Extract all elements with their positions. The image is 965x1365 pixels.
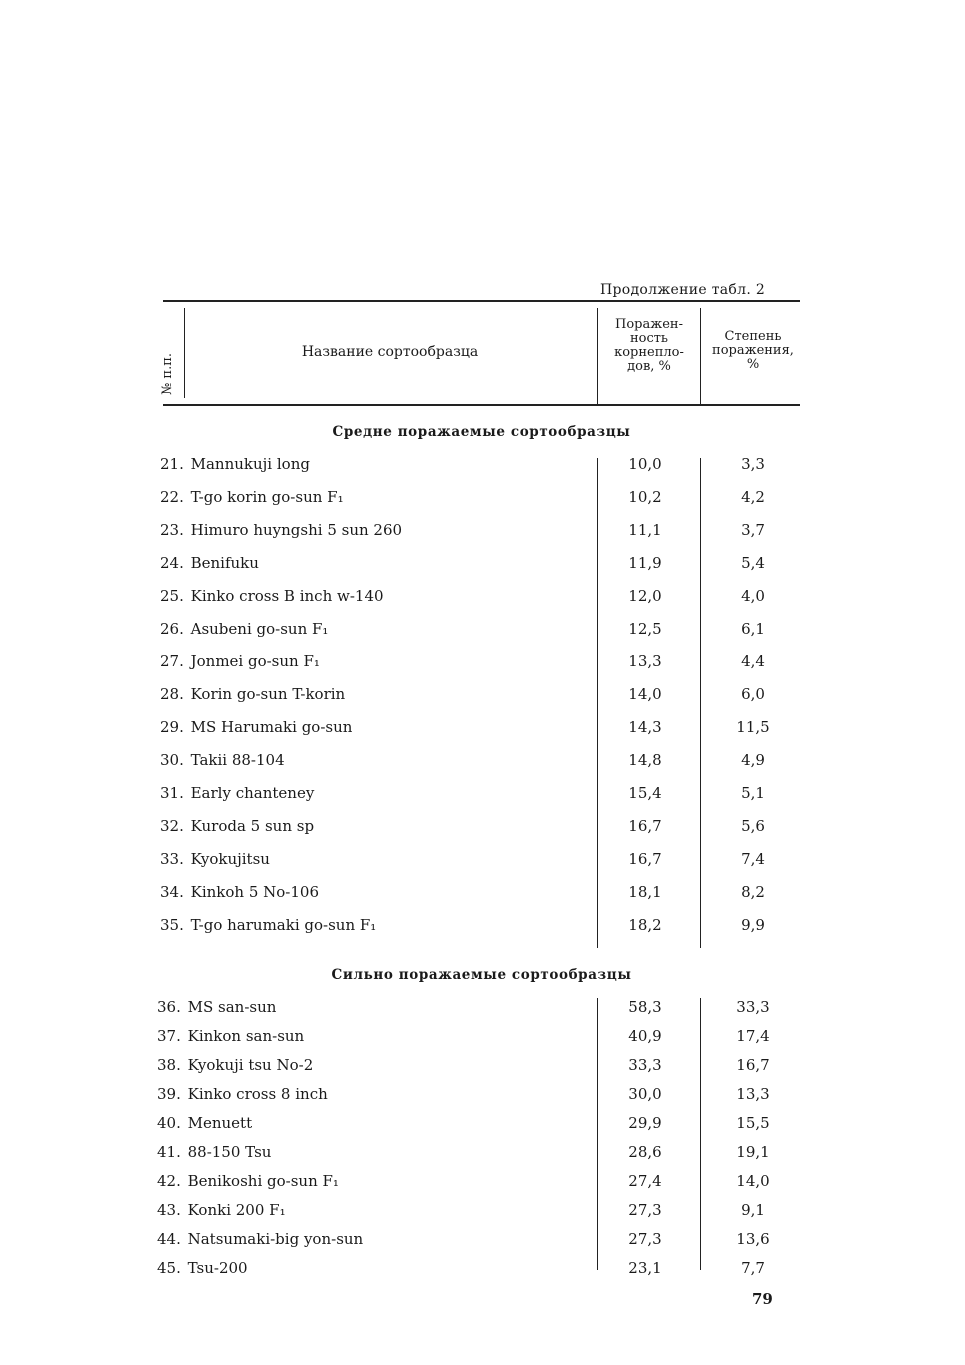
infection-degree-value: 13,6 (736, 1230, 770, 1248)
infection-rate-value: 27,3 (628, 1201, 662, 1219)
variety-name: 24. Benifuku (160, 553, 259, 572)
header-name: Название сортообразца (301, 344, 479, 360)
table-row (0, 883, 965, 905)
row-number: 37. (157, 1027, 181, 1045)
infection-rate-value: 23,1 (628, 1259, 662, 1277)
row-number: 22. (160, 487, 184, 506)
variety-name: 43. Konki 200 F₁ (157, 1201, 286, 1219)
variety-name: 26. Asubeni go-sun F₁ (160, 619, 329, 638)
header-divider-1 (184, 308, 185, 398)
row-number: 25. (160, 586, 184, 605)
infection-degree-value: 33,3 (736, 998, 770, 1016)
row-number: 40. (157, 1114, 181, 1132)
row-number: 29. (160, 718, 184, 737)
infection-degree-value: 4,0 (741, 586, 765, 605)
header-num: № п.п. (160, 352, 175, 395)
infection-rate-value: 29,9 (628, 1114, 662, 1132)
infection-rate-value: 14,8 (628, 751, 662, 770)
variety-name: 28. Korin go-sun T-korin (160, 685, 346, 704)
row-number: 39. (157, 1085, 181, 1103)
infection-rate-value: 15,4 (628, 784, 662, 802)
variety-name: 45. Tsu-200 (157, 1259, 248, 1277)
row-number: 26. (160, 619, 184, 638)
row-number: 42. (157, 1172, 181, 1190)
table-row (0, 1201, 965, 1223)
table-row (0, 784, 965, 806)
variety-name: 35. T-go harumaki go-sun F₁ (160, 915, 377, 934)
variety-name: 30. Takii 88-104 (160, 751, 285, 770)
variety-name: 32. Kuroda 5 sun sp (160, 816, 315, 835)
row-number: 33. (160, 849, 184, 868)
variety-name: 40. Menuett (157, 1114, 253, 1132)
variety-name: 38. Kyokuji tsu No-2 (157, 1056, 314, 1074)
infection-degree-value: 15,5 (736, 1114, 770, 1132)
header-divider-3 (700, 308, 701, 404)
infection-rate-value: 33,3 (628, 1056, 662, 1074)
infection-degree-value: 19,1 (736, 1143, 770, 1161)
section-title: Сильно поражаемые сортообразцы (331, 967, 632, 983)
page-number: 79 (752, 1290, 773, 1308)
infection-degree-value: 4,9 (741, 751, 765, 770)
row-number: 24. (160, 553, 184, 572)
infection-degree-value: 5,4 (741, 553, 765, 572)
infection-degree-value: 7,4 (741, 849, 765, 868)
variety-name: 29. MS Harumaki go-sun (160, 718, 353, 737)
infection-rate-value: 11,9 (628, 553, 662, 572)
table-caption: Продолжение табл. 2 (600, 282, 766, 298)
infection-degree-value: 6,0 (741, 685, 765, 704)
row-number: 38. (157, 1056, 181, 1074)
table-row (0, 685, 965, 707)
table-row (0, 1230, 965, 1252)
table-row (0, 718, 965, 740)
infection-rate-value: 12,0 (628, 586, 662, 605)
variety-name: 42. Benikoshi go-sun F₁ (157, 1172, 339, 1190)
row-number: 45. (157, 1259, 181, 1277)
infection-degree-value: 14,0 (736, 1172, 770, 1190)
infection-rate-value: 27,4 (628, 1172, 662, 1190)
infection-rate-value: 14,0 (628, 685, 662, 704)
infection-degree-value: 3,7 (741, 520, 765, 539)
variety-name: 23. Himuro huyngshi 5 sun 260 (160, 520, 403, 539)
infection-degree-value: 9,9 (741, 915, 765, 934)
variety-name: 33. Kyokujitsu (160, 849, 270, 868)
variety-name: 25. Kinko cross B inch w-140 (160, 586, 384, 605)
infection-degree-value: 4,2 (741, 487, 765, 506)
infection-rate-value: 30,0 (628, 1085, 662, 1103)
table-row (0, 751, 965, 773)
infection-degree-value: 3,3 (741, 455, 765, 473)
infection-rate-value: 12,5 (628, 619, 662, 638)
table-row (0, 1143, 965, 1165)
infection-degree-value: 9,1 (741, 1201, 765, 1219)
table-row (0, 1114, 965, 1136)
table-row (0, 620, 965, 642)
infection-degree-value: 5,6 (741, 816, 765, 835)
infection-degree-value: 4,4 (741, 652, 765, 671)
infection-rate-value: 13,3 (628, 652, 662, 671)
table-row (0, 998, 965, 1020)
infection-rate-value: 11,1 (628, 520, 662, 539)
infection-degree-value: 11,5 (736, 718, 770, 737)
header-infection-degree: Степень поражения, % (712, 329, 794, 372)
infection-rate-value: 10,0 (628, 455, 662, 473)
variety-name: 41. 88-150 Tsu (157, 1143, 272, 1161)
row-number: 27. (160, 652, 184, 671)
table-row (0, 1056, 965, 1078)
row-number: 30. (160, 751, 184, 770)
infection-degree-value: 5,1 (741, 784, 765, 802)
row-number: 44. (157, 1230, 181, 1248)
row-number: 36. (157, 998, 181, 1016)
infection-degree-value: 7,7 (741, 1259, 765, 1277)
header-bottom-rule (163, 404, 800, 406)
infection-degree-value: 13,3 (736, 1085, 770, 1103)
infection-degree-value: 17,4 (736, 1027, 770, 1045)
variety-name: 37. Kinkon san-sun (157, 1027, 305, 1045)
header-infection-rate: Поражен- ность корнепло- дов, % (614, 317, 684, 374)
variety-name: 27. Jonmei go-sun F₁ (160, 652, 320, 671)
infection-degree-value: 16,7 (736, 1056, 770, 1074)
header-divider-2 (597, 308, 598, 404)
infection-rate-value: 18,2 (628, 915, 662, 934)
table-row (0, 587, 965, 609)
variety-name: 44. Natsumaki-big yon-sun (157, 1230, 364, 1248)
row-number: 43. (157, 1201, 181, 1219)
table-row (0, 488, 965, 510)
row-number: 35. (160, 915, 184, 934)
infection-rate-value: 58,3 (628, 998, 662, 1016)
table-row (0, 521, 965, 543)
variety-name: 36. MS san-sun (157, 998, 277, 1016)
variety-name: 22. T-go korin go-sun F₁ (160, 487, 344, 506)
infection-rate-value: 10,2 (628, 487, 662, 506)
row-number: 28. (160, 685, 184, 704)
table-row (0, 916, 965, 938)
row-number: 23. (160, 520, 184, 539)
row-number: 32. (160, 816, 184, 835)
infection-rate-value: 40,9 (628, 1027, 662, 1045)
table-row (0, 554, 965, 576)
table-row (0, 817, 965, 839)
infection-rate-value: 18,1 (628, 882, 662, 901)
table-row (0, 455, 965, 477)
variety-name: 31. Early chanteney (160, 784, 315, 802)
infection-rate-value: 14,3 (628, 718, 662, 737)
row-number: 31. (160, 784, 184, 802)
table-row (0, 1085, 965, 1107)
infection-degree-value: 8,2 (741, 882, 765, 901)
table-row (0, 1259, 965, 1281)
row-number: 21. (160, 455, 184, 473)
header-top-rule (163, 300, 800, 302)
section-title: Средне поражаемые сортообразцы (332, 424, 631, 440)
table-row (0, 1172, 965, 1194)
infection-rate-value: 16,7 (628, 849, 662, 868)
table-row (0, 1027, 965, 1049)
table-row (0, 850, 965, 872)
table-row (0, 652, 965, 674)
infection-rate-value: 27,3 (628, 1230, 662, 1248)
infection-rate-value: 28,6 (628, 1143, 662, 1161)
infection-rate-value: 16,7 (628, 816, 662, 835)
infection-degree-value: 6,1 (741, 619, 765, 638)
variety-name: 39. Kinko cross 8 inch (157, 1085, 328, 1103)
row-number: 34. (160, 882, 184, 901)
variety-name: 21. Mannukuji long (160, 455, 310, 473)
variety-name: 34. Kinkoh 5 No-106 (160, 882, 319, 901)
row-number: 41. (157, 1143, 181, 1161)
